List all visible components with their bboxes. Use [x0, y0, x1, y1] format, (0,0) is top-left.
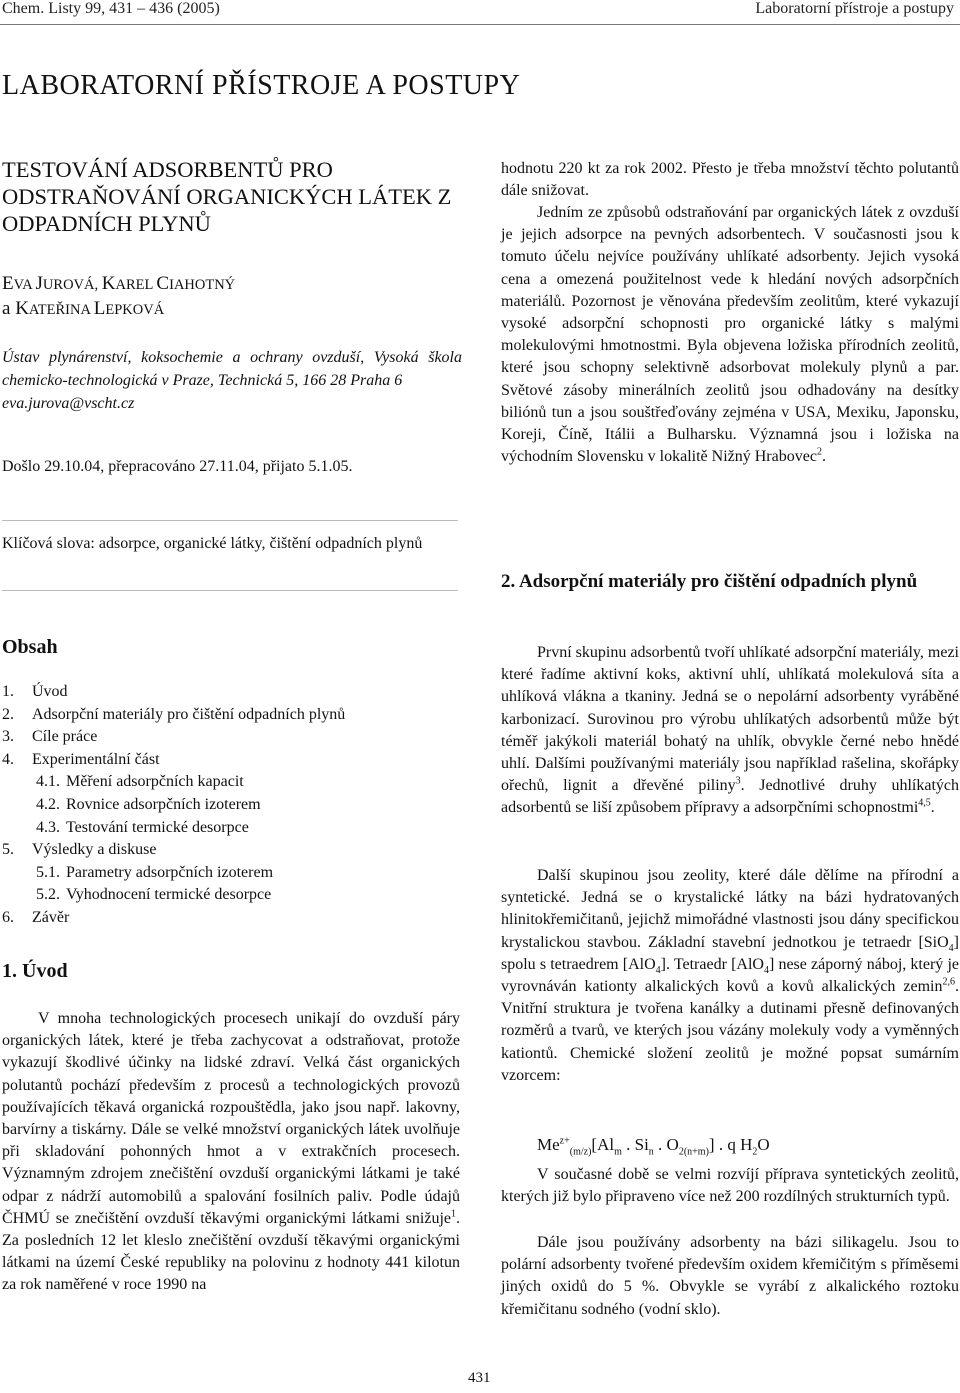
section-heading-2: 2. Adsorpční materiály pro čištění odpadních plynů — [501, 571, 918, 592]
keywords: Klíčová slova: adsorpce, organické látky, čištění odpadních plynů — [2, 535, 423, 552]
authors-line-1: EVA JUROVÁ, KAREL CIAHOTNÝ — [2, 273, 236, 294]
toc-item: 3. Cíle práce — [2, 728, 98, 746]
authors-line-2: a KATEŘINA LEPKOVÁ — [2, 298, 165, 319]
toc-item: 5. Výsledky a diskuse — [2, 841, 157, 859]
author-email: eva.jurova@vscht.cz — [2, 395, 135, 412]
toc-item: 4.3. Testování termické desorpce — [36, 818, 249, 836]
authors — [2, 272, 462, 322]
table-of-contents — [2, 681, 345, 930]
paragraph: Jedním ze způsobů odstraňování par organických látek z ovzduší je jejich adsorpce na pevných adsorbentech. V současnosti jsou k tomuto účelu nejvíce používány uhlíkaté adsorbenty. Jejich vysoká cena a omezená použitelnost vede k hledání nových adsorpčních materiálů. Pozornost je věnována především zeolitům, které vykazují vysoké adsorpční schopnosti pro organické látky s malými molekulovými hmotnostmi. Byla objevena ložiska přírodních zeolitů, které jsou schopny selektivně adsorbovat molekuly plynů a par. Světové zásoby minerálních zeolitů jsou odhadovány na desítky biliónů tun a jsou souštřeďovány zejména v USA, Mexiku, Japonsku, Koreji, Číně, Itálii a Bulharsku. Významná jsou i ložiska na východním Slovensku v lokalitě Nižný Hrabovec$^2$. — [501, 204, 959, 466]
toc-item: 5.2. Vyhodnocení termické desorpce — [36, 886, 272, 904]
toc-item: 4.1. Měření adsorpčních kapacit — [36, 773, 244, 791]
toc-item: 4. Experimentální část — [2, 750, 160, 768]
intro-paragraph: V mnoha technologických procesech unikají do ovzduší páry organických látek, které je třeba zachycovat a odstraňovat, protože vykazují škodlivé účinky na lidské zdraví. Velká část organických polutantů pochází především z procesů a technologických provozů používajících těkavá organická rozpouštědla, jako jsou např. lakovny, barvírny a tiskárny. Dále se velké množství organických látek uvolňuje při skladování pohonných hmot a v extrakčních procesech. Významným zdrojem znečištění ovzduší organickými látkami je také odpar z nádrží automobilů a spalování fosilních paliv. Podle údajů ČHMÚ se znečištění ovzduší těkavými organickými látkami snižuje$^1$. Za posledních 12 let kleslo znečištění ovzduší těkavými organickými látkami na území České republiky na polovinu z hodnoty 441 kilotun za rok naměřené v roce 1990 na — [2, 1010, 460, 1294]
toc-item: 5.1. Parametry adsorpčních izoterem — [36, 863, 274, 881]
paragraph: V současné době se velmi rozvíjí příprava syntetických zeolitů, kterých již bylo připraveno více než 200 rozdílných strukturních typů. — [501, 1166, 959, 1206]
section-title: LABORATORNÍ PŘÍSTROJE A POSTUPY — [2, 70, 521, 101]
continued-paragraph: hodnotu 220 kt za rok 2002. Přesto je třeba množství těchto polutantů dále snižovat. — [501, 160, 959, 200]
header-rule — [0, 24, 960, 25]
zeolite-formula: $Me^{z+}_{(m/z)}[Al_m$ . $Si_n$ . $O_{2(n+m)}$] . q $H_2O$ — [537, 1135, 770, 1158]
running-head — [0, 0, 960, 22]
divider — [2, 590, 458, 591]
toc-heading: Obsah — [2, 636, 58, 658]
toc-item: 6. Závěr — [2, 908, 70, 926]
paragraph: Dále jsou používány adsorbenty na bázi silikagelu. Jsou to polární adsorbenty tvořené především oxidem křemičitým s příměsemi jiných oxidů do 5 %. Obvykle se vyrábí z alkalického roztoku křemičitanu sodného (vodní sklo). — [501, 1234, 959, 1318]
received-dates: Došlo 29.10.04, přepracováno 27.11.04, přijato 5.1.05. — [2, 458, 353, 475]
article-title: TESTOVÁNÍ ADSORBENTŮ PRO ODSTRAŇOVÁNÍ ORGANICKÝCH LÁTEK Z ODPADNÍCH PLYNŮ — [2, 157, 452, 236]
divider — [2, 520, 458, 521]
paragraph: První skupinu adsorbentů tvoří uhlíkaté adsorpční materiály, mezi které řadíme aktivní koks, aktivní uhlí, uhlíkatá molekulová síta a uhlíková vlákna a tkaniny. Jedná se o nepolární adsorbenty vyráběné karbonizací. Surovinou pro výrobu uhlíkatých adsorbentů může být téměř jakýkoli materiál bohatý na uhlík, obvykle černé nebo hnědé uhlí. Dalšími používanými materiály jsou například rašelina, skořápky ořechů, lignit a dřevěné piliny$^3$. Jednotlivé druhy uhlíkatých adsorbentů se liší způsobem přípravy a adsorpčními schopnostmi$^{4,5}$. — [501, 644, 959, 817]
running-head-journal: Chem. Listy 99, 431 – 436 (2005) — [2, 0, 220, 17]
running-head-section: Laboratorní přístroje a postupy — [755, 0, 954, 17]
affiliation: Ústav plynárenství, koksochemie a ochrany ovzduší, Vysoká škola chemicko-technologická v Praze, Technická 5, 166 28 Praha 6 eva.jurova@vscht.cz — [2, 349, 462, 412]
toc-item: 1. Úvod — [2, 683, 68, 700]
page-number: 431 — [468, 1370, 491, 1386]
intro-heading: 1. Úvod — [2, 960, 68, 982]
toc-item: 2. Adsorpční materiály pro čištění odpadních plynů — [2, 705, 346, 723]
paragraph: Další skupinou jsou zeolity, které dále dělíme na přírodní a syntetické. Jedná se o krystalické látky na bázi hydratovaných hlinitokřemičitanů, jejichž mimořádné vlastnosti jsou dány specifickou krystalickou stavbou. Základní stavební jednotkou je tetraedr [SiO$_4$] spolu s tetraedrem [AlO$_4$]. Tetraedr [AlO$_4$] nese záporný náboj, který je vyrovnáván kationty alkalických kovů a kovů alkalických zemin$^{2,6}$. Vnitřní struktura je tvořena kanálky a dutinami přesně definovaných rozměrů a tvarů, ve kterých jsou vázány molekuly vody a vyměnných kationtů. Chemické složení zeolitů je možné popsat sumárním vzorcem: — [501, 867, 959, 1084]
toc-item: 4.2. Rovnice adsorpčních izoterem — [36, 795, 261, 813]
